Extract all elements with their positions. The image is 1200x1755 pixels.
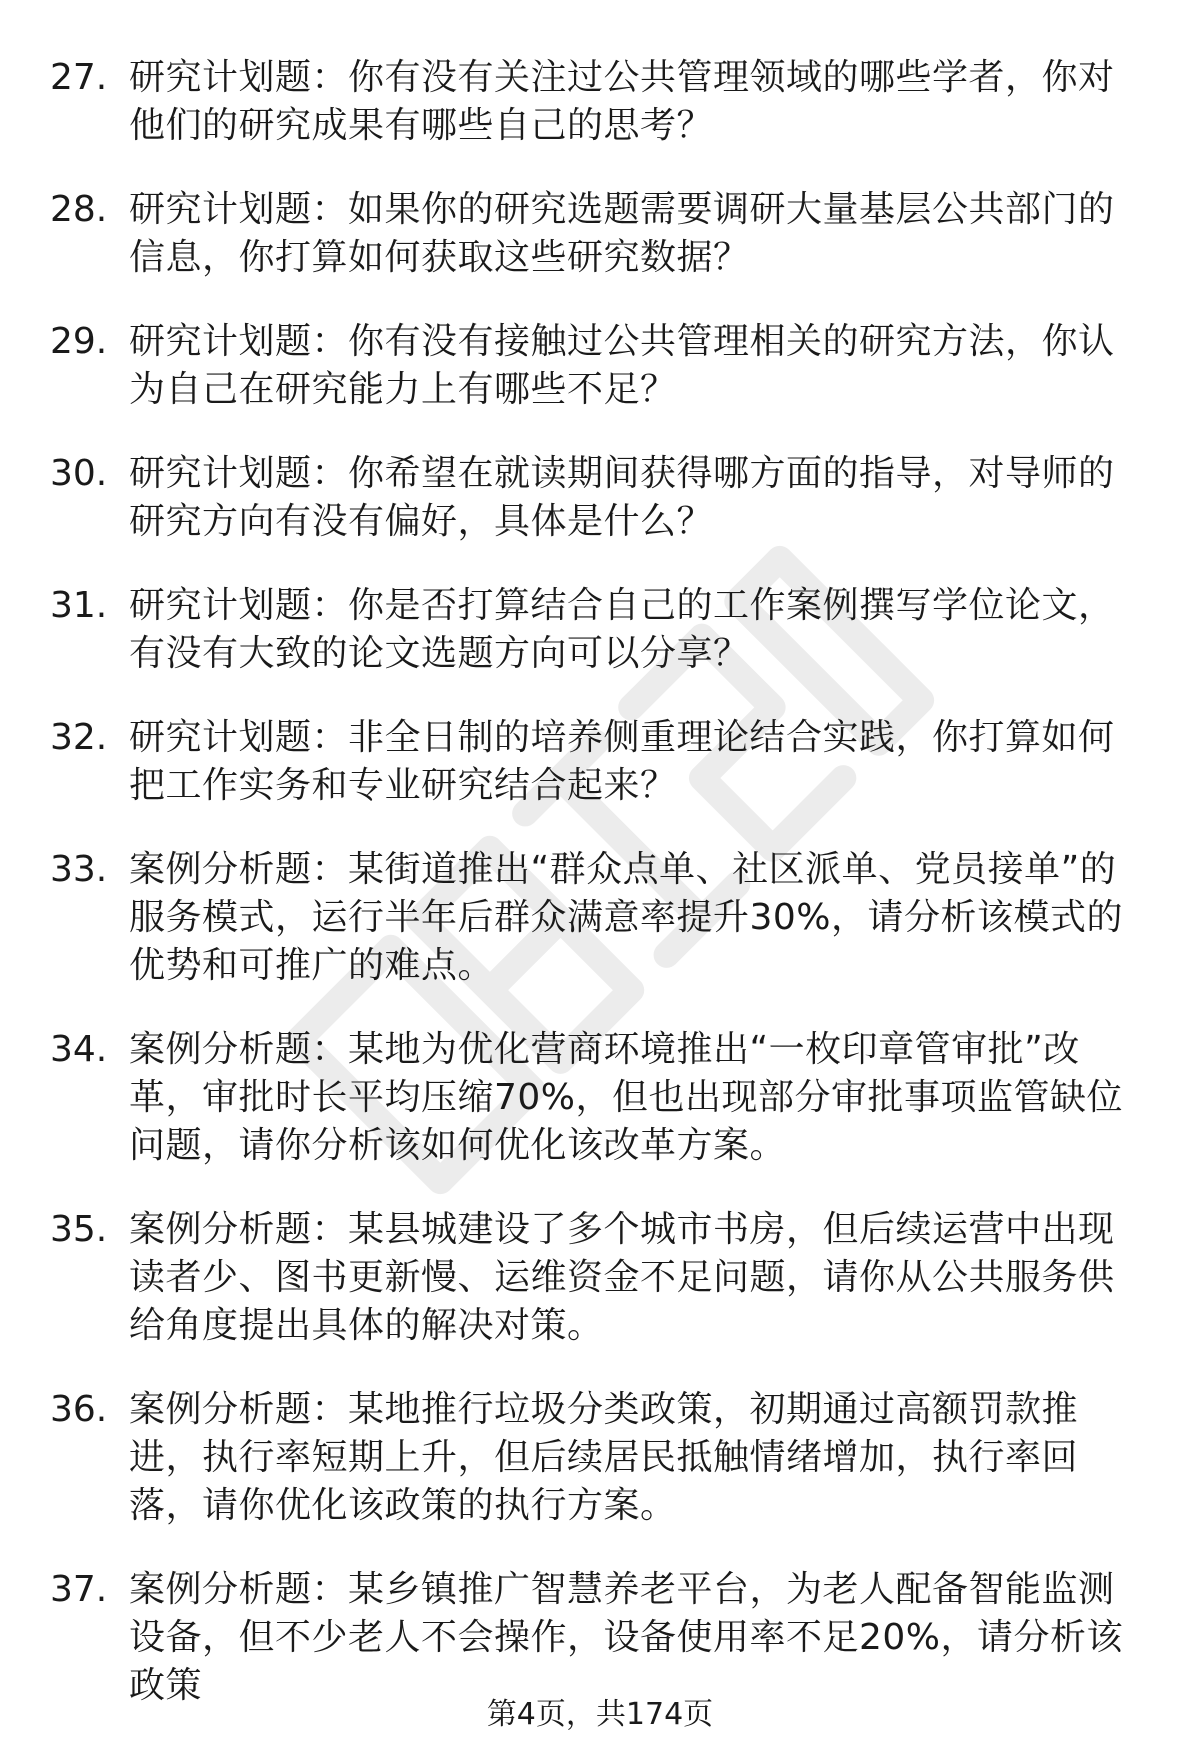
- question-number: 36.: [50, 1389, 108, 1430]
- question-text: 案例分析题：某县城建设了多个城市书房，但后续运营中出现读者少、图书更新慢、运维资金不足问题，请你从公共服务供给角度提出具体的解决对策。: [129, 1209, 1115, 1346]
- question-text: 研究计划题：你有没有关注过公共管理领域的哪些学者，你对他们的研究成果有哪些自己的思考？: [129, 57, 1115, 146]
- list-item: [0, 1206, 1200, 1350]
- question-list: [0, 54, 1200, 1746]
- question-number: 28.: [50, 189, 108, 230]
- question-number: 37.: [50, 1569, 108, 1610]
- question-text: 案例分析题：某地为优化营商环境推出“一枚印章管审批”改革，审批时长平均压缩70%，但也出现部分审批事项监管缺位问题，请你分析该如何优化该改革方案。: [129, 1029, 1124, 1166]
- page-number-label: 第4页，共174页: [486, 1697, 714, 1732]
- list-item: [0, 1386, 1200, 1530]
- list-item: [0, 318, 1200, 414]
- question-number: 27.: [50, 57, 108, 98]
- question-number: 32.: [50, 717, 108, 758]
- question-text: 研究计划题：你希望在就读期间获得哪方面的指导，对导师的研究方向有没有偏好，具体是什么？: [129, 453, 1115, 542]
- question-text: 研究计划题：如果你的研究选题需要调研大量基层公共部门的信息，你打算如何获取这些研究数据？: [129, 189, 1115, 278]
- list-item: [0, 54, 1200, 150]
- list-item: [0, 1566, 1200, 1710]
- question-number: 29.: [50, 321, 108, 362]
- question-number: 34.: [50, 1029, 108, 1070]
- list-item: [0, 846, 1200, 990]
- question-number: 35.: [50, 1209, 108, 1250]
- question-text: 研究计划题：非全日制的培养侧重理论结合实践，你打算如何把工作实务和专业研究结合起来？: [129, 717, 1115, 806]
- question-text: 研究计划题：你是否打算结合自己的工作案例撰写学位论文，有没有大致的论文选题方向可以分享？: [129, 585, 1115, 674]
- question-text: 案例分析题：某乡镇推广智慧养老平台，为老人配备智能监测设备，但不少老人不会操作，设备使用率不足20%，请分析该政策: [129, 1569, 1124, 1706]
- list-item: [0, 582, 1200, 678]
- list-item: [0, 186, 1200, 282]
- list-item: [0, 714, 1200, 810]
- question-number: 33.: [50, 849, 108, 890]
- question-number: 31.: [50, 585, 108, 626]
- question-text: 研究计划题：你有没有接触过公共管理相关的研究方法，你认为自己在研究能力上有哪些不足？: [129, 321, 1115, 410]
- list-item: [0, 1026, 1200, 1170]
- question-text: 案例分析题：某地推行垃圾分类政策，初期通过高额罚款推进，执行率短期上升，但后续居民抵触情绪增加，执行率回落，请你优化该政策的执行方案。: [129, 1389, 1079, 1526]
- page-footer: [0, 1695, 1200, 1735]
- question-number: 30.: [50, 453, 108, 494]
- list-item: [0, 450, 1200, 546]
- question-text: 案例分析题：某街道推出“群众点单、社区派单、党员接单”的服务模式，运行半年后群众满意率提升30%，请分析该模式的优势和可推广的难点。: [129, 849, 1124, 986]
